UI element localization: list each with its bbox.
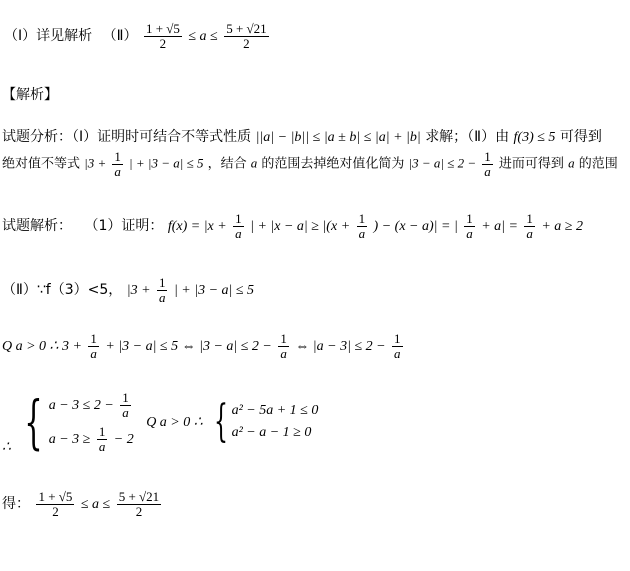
system-1: a − 3 ≤ 2 − $\frac{1}{a}$ a − 3 ≥ $\frac{1}{a}$ − 2	[48, 389, 134, 454]
range-middle: ≤ a ≤	[188, 29, 218, 45]
solution-systems: ∴ { a − 3 ≤ 2 − $\frac{1}{a}$ a − 3 ≥ $\frac{1}{a}$ − 2 Q a > 0 ∴ { a² − 5a + 1 ≤ 0 a² − a − 1 ≥ 0	[2, 388, 319, 456]
system-2: a² − 5a + 1 ≤ 0 a² − a − 1 ≥ 0	[231, 403, 319, 440]
condition: f(3) ≤ 5	[513, 130, 556, 145]
triangle-inequality: ||a| − |b|| ≤ |a ± b| ≤ |a| + |b|	[255, 130, 421, 145]
solution-result: 得： $\frac{1 + √5}{2}$ ≤ a ≤ $\frac{5 + √21}{2}$	[2, 489, 160, 519]
range-lower-fraction: $\frac{1 + √5}{2}$	[145, 21, 180, 51]
solution-part1: 试题解析： （1）证明： f(x) = |x + $\frac{1}{a}$ | + |x − a| ≥ |(x + $\frac{1}{a}$ ) − (x − a)| = | $\frac{1}{a}$ + a| = $\frac{1}{a}$ + a ≥ 2	[2, 211, 583, 241]
analysis-line-2: 绝对值不等式 |3 + $\frac{1}{a}$ | + |3 − a| ≤ 5 ，结合 a 的范围去掉绝对值化简为 |3 − a| ≤ 2 − $\frac{1}{a}$ 进而可得到 a 的范围	[2, 149, 618, 179]
result-lower-fraction: $\frac{1 + √5}{2}$	[38, 489, 73, 519]
solution-part2: （Ⅱ）∵f（3）<5， |3 + $\frac{1}{a}$ | + |3 − a| ≤ 5	[2, 275, 255, 305]
answer-part1: （Ⅰ）详见解析	[4, 28, 93, 45]
solution-step3: Q a > 0 ∴ 3 + $\frac{1}{a}$ + |3 − a| ≤ 5 ⇔ |3 − a| ≤ 2 − $\frac{1}{a}$ ⇔ |a − 3| ≤ 2 − $\frac{1}{a}$	[2, 331, 401, 361]
result-upper-fraction: $\frac{5 + √21}{2}$	[118, 489, 160, 519]
section-title: 【解析】	[2, 87, 58, 103]
analysis-line-1: 试题分析：（Ⅰ）证明时可结合不等式性质 ||a| − |b|| ≤ |a ± b| ≤ |a| + |b| 求解；（Ⅱ）由 f(3) ≤ 5 可得到	[2, 129, 602, 145]
answer-part2: （Ⅱ）	[102, 28, 138, 45]
left-brace-2: {	[214, 396, 229, 447]
analysis-label: 试题分析：	[2, 129, 72, 145]
range-upper-fraction: $\frac{5 + √21}{2}$	[226, 21, 267, 51]
answer-line	[4, 22, 271, 50]
solution-label: 试题解析：	[2, 218, 72, 235]
left-brace: {	[24, 388, 44, 456]
